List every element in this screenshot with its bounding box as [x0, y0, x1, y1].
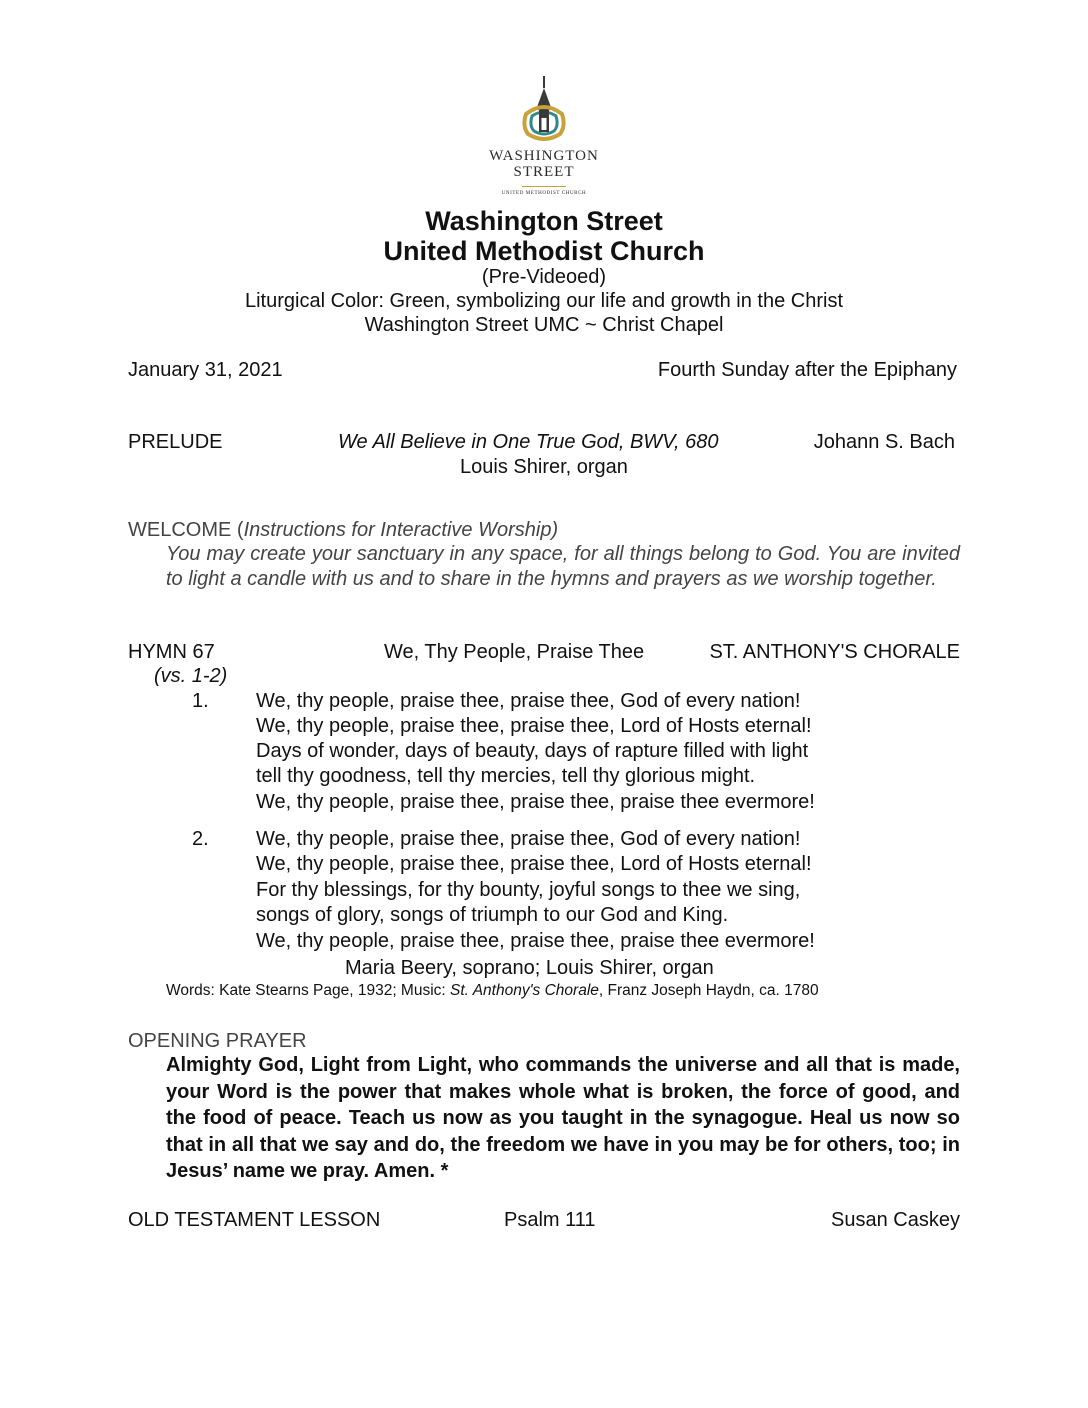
prelude-piece: We All Believe in One True God, BWV, 680: [338, 431, 719, 453]
welcome-instructions: You may create your sanctuary in any space, for all things belong to God. You are invited to light a candle with us and to share in the hymns and prayers as we worship together.: [166, 543, 960, 590]
verse1-line: Days of wonder, days of beauty, days of rapture filled with light: [256, 740, 809, 762]
prelude-performer: Louis Shirer, organ: [460, 456, 628, 478]
church-name-line1: Washington Street: [425, 206, 663, 236]
hymn-verses-note: (vs. 1-2): [154, 665, 228, 687]
liturgical-season: Fourth Sunday after the Epiphany: [657, 359, 957, 381]
opening-prayer-heading: OPENING PRAYER: [128, 1030, 307, 1052]
verse2-line: We, thy people, praise thee, praise thee, praise thee evermore!: [256, 930, 815, 952]
service-date: January 31, 2021: [128, 359, 283, 381]
lesson-reader: Susan Caskey: [831, 1209, 960, 1231]
verse2-number: 2.: [192, 828, 209, 850]
verse2-line: We, thy people, praise thee, praise thee, Lord of Hosts eternal!: [256, 853, 812, 875]
hymn-credits: [166, 982, 819, 1000]
prelude-composer: Johann S. Bach: [813, 431, 955, 453]
verse1-line: We, thy people, praise thee, praise thee, praise thee evermore!: [256, 791, 815, 813]
church-logo-emblem: [504, 74, 584, 144]
hymn-performers: Maria Beery, soprano; Louis Shirer, organ: [345, 957, 714, 979]
hymn-credits-music: , Franz Joseph Haydn, ca. 1780: [598, 982, 819, 999]
verse2-line: songs of glory, songs of triumph to our God and King.: [256, 904, 729, 926]
hymn-credits-tune: St. Anthony's Chorale: [450, 982, 599, 999]
opening-prayer-text: Almighty God, Light from Light, who commands the universe and all that is made, your Word is the power that makes whole what is broken, the force of good, and the food of peace. Teach us now as you taught in the synagogue. Heal us now so that in all that we say and do, the freedom we have in you may be for others, too; in Jesus’ name we pray. Amen. *: [166, 1054, 960, 1182]
logo-text-street: STREET: [513, 164, 575, 180]
lesson-reading: Psalm 111: [504, 1209, 596, 1231]
service-format: (Pre-Videoed): [481, 266, 607, 288]
hymn-title: We, Thy People, Praise Thee: [384, 641, 645, 663]
logo-text-washington: WASHINGTON: [489, 148, 599, 164]
verse1-line: We, thy people, praise thee, praise thee, Lord of Hosts eternal!: [256, 715, 812, 737]
verse1-line: We, thy people, praise thee, praise thee, God of every nation!: [256, 690, 801, 712]
hymn-credits-words: Words: Kate Stearns Page, 1932; Music:: [166, 982, 451, 999]
welcome-heading: [128, 518, 558, 542]
verse2-line: For thy blessings, for thy bounty, joyful songs to thee we sing,: [256, 879, 801, 901]
lesson-label: OLD TESTAMENT LESSON: [128, 1209, 381, 1231]
venue: Washington Street UMC ~ Christ Chapel: [364, 314, 724, 336]
verse2-line: We, thy people, praise thee, praise thee, God of every nation!: [256, 828, 801, 850]
hymn-tune: ST. ANTHONY'S CHORALE: [709, 641, 960, 663]
welcome-label: WELCOME (: [128, 519, 244, 541]
liturgical-color: Liturgical Color: Green, symbolizing our life and growth in the Christ: [244, 290, 844, 312]
prelude-label: PRELUDE: [128, 431, 223, 453]
church-name-line2: United Methodist Church: [383, 236, 705, 266]
welcome-label-italic: Instructions for Interactive Worship): [243, 519, 559, 541]
logo-divider: [522, 186, 566, 187]
verse1-line: tell thy goodness, tell thy mercies, tell thy glorious might.: [256, 765, 756, 787]
hymn-label: HYMN 67: [128, 641, 215, 663]
verse1-number: 1.: [192, 690, 209, 712]
logo-text-umc: UNITED METHODIST CHURCH: [501, 191, 587, 196]
